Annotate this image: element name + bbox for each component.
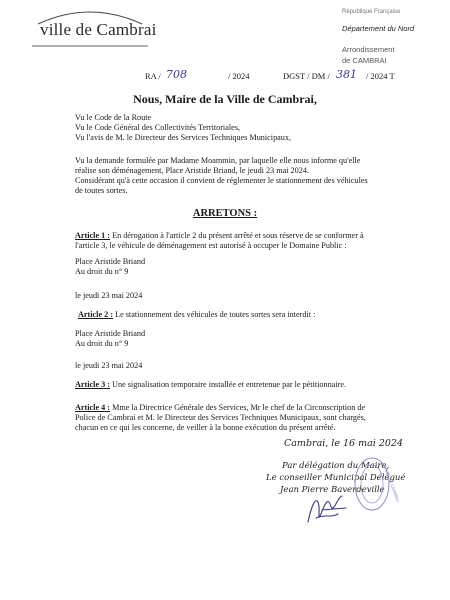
- article-2-line: [78, 310, 315, 320]
- ra-number: 708: [166, 68, 187, 81]
- article-1-text: En dérogation à l'article 2 du présent arrêté et sous réserve de se conformer à: [110, 231, 364, 240]
- arretons-heading: ARRETONS :: [192, 208, 258, 219]
- signature-place-date: Cambrai, le 16 mai 2024: [284, 438, 404, 449]
- considerant-line-2: de toutes sortes.: [75, 186, 128, 195]
- de-cambrai-label: de CAMBRAI: [342, 56, 387, 65]
- article-1-line-2: l'article 3, le véhicule de déménagement est autorisé à occuper le Domaine Public :: [75, 241, 347, 250]
- official-stamp: [352, 455, 401, 513]
- ra-year: / 2024: [228, 71, 250, 81]
- departement-label: Département du Nord: [342, 24, 415, 33]
- signature-name: Jean Pierre Baverdeville: [280, 485, 385, 495]
- considerant-line-1: Considérant qu'à cette occasion il convient de réglementer le stationnement des véhicules: [75, 176, 368, 185]
- article-2-place: Place Aristide Briand: [75, 329, 146, 338]
- article-1-line-1: [75, 231, 364, 241]
- article-3-line: [75, 380, 346, 390]
- vu-line-3: Vu l'avis de M. le Directeur des Services Techniques Municipaux,: [75, 133, 292, 142]
- article-2-numero: Au droit du n° 9: [75, 339, 129, 348]
- article-1-label: Article 1 :: [75, 231, 111, 240]
- dgst-number: 381: [336, 68, 357, 81]
- article-1-date: le jeudi 23 mai 2024: [75, 291, 143, 300]
- article-1-numero: Au droit du n° 9: [75, 267, 129, 276]
- republique-francaise: République Française: [342, 9, 401, 15]
- vu-line-2: Vu le Code Général des Collectivités Territoriales,: [75, 123, 240, 132]
- dgst-label: DGST / DM /: [283, 71, 330, 81]
- handwritten-signature: [302, 488, 352, 530]
- svg-text:VILLE DE CAMBRAI: VILLE DE CAMBRAI: [383, 465, 401, 503]
- arrondissement-label: Arrondissement: [342, 45, 395, 54]
- article-4-text: Mme la Directrice Générale des Services, Mr le chef de la Circonscription de: [110, 403, 366, 412]
- article-1-place: Place Aristide Briand: [75, 257, 146, 266]
- demande-line-1: Vu la demande formulée par Madame Moammin, par laquelle elle nous informe qu'elle: [75, 156, 361, 165]
- ra-label: RA /: [145, 71, 161, 81]
- page-title: Nous, Maire de la Ville de Cambrai,: [133, 92, 317, 106]
- vu-line-1: Vu le Code de la Route: [75, 113, 152, 122]
- city-logo-text: ville de Cambrai: [40, 20, 157, 39]
- article-4-line-2: Police de Cambrai et M. le Directeur des Services Techniques Municipaux, sont chargés,: [75, 413, 366, 422]
- signature-role: Le conseiller Municipal Délégué: [266, 473, 406, 483]
- article-4-line-3: chacun en ce qui les concerne, de veiller à la bonne exécution du présent arrêté.: [75, 423, 336, 432]
- article-3-label: Article 3 :: [75, 380, 111, 389]
- dgst-year: / 2024 T: [366, 71, 395, 81]
- article-3-text: Une signalisation temporaire installée et entretenue par le pétitionnaire.: [110, 380, 346, 389]
- city-logo-underline: [30, 44, 150, 48]
- demande-line-2: réalise son déménagement, Place Aristide Briand, le jeudi 23 mai 2024.: [75, 166, 309, 175]
- signature-delegation: Par délégation du Maire,: [282, 461, 390, 471]
- article-4-label: Article 4 :: [75, 403, 111, 412]
- article-4-line-1: [75, 403, 365, 413]
- article-2-text: Le stationnement des véhicules de toutes sortes sera interdit :: [113, 310, 316, 319]
- article-2-label: Article 2 :: [78, 310, 114, 319]
- article-2-date: le jeudi 23 mai 2024: [75, 361, 143, 370]
